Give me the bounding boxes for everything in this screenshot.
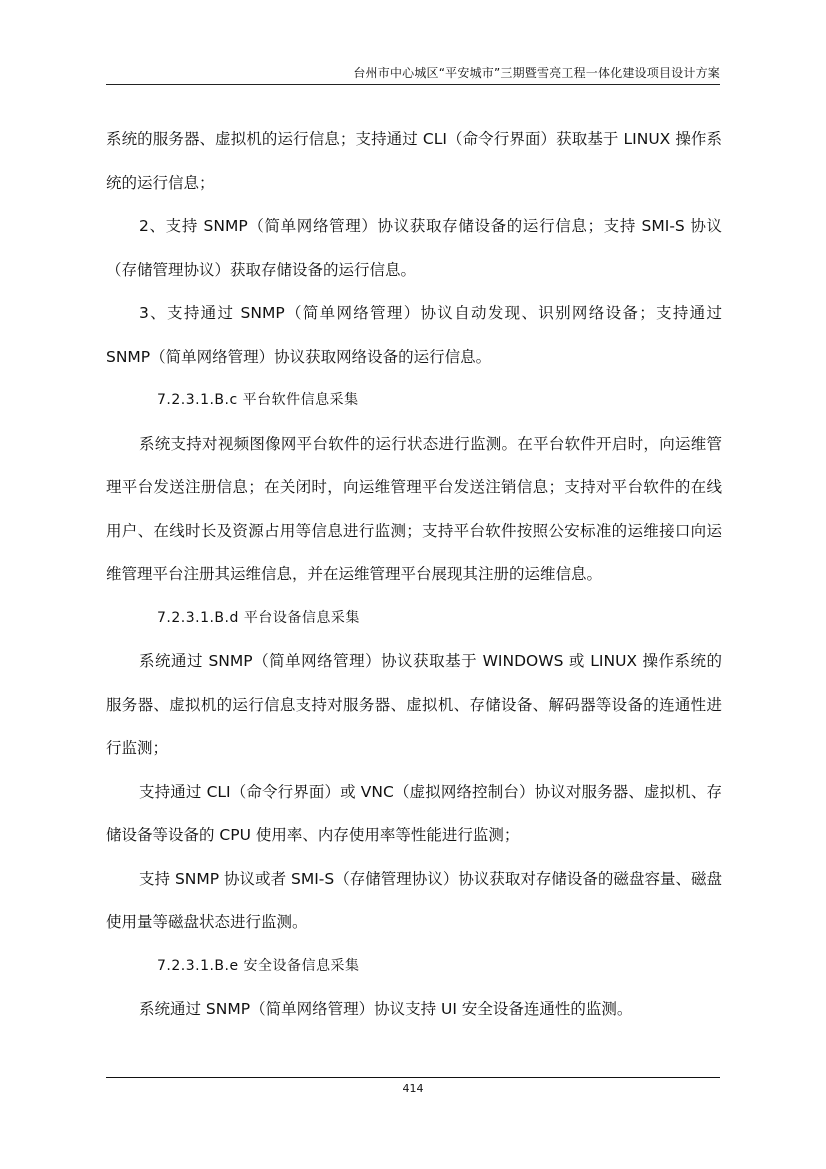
section-heading-d: 7.2.3.1.B.d 平台设备信息采集 bbox=[157, 609, 360, 626]
page-number: 414 bbox=[402, 1082, 424, 1095]
paragraph-3: 3、支持通过 SNMP（简单网络管理）协议自动发现、识别网络设备；支持通过 SNMP（简单网络管理）协议获取网络设备的运行信息。 bbox=[106, 304, 722, 366]
paragraph-8: 系统通过 SNMP（简单网络管理）协议支持 UI 安全设备连通性的监测。 bbox=[139, 1000, 633, 1018]
paragraph-2: 2、支持 SNMP（简单网络管理）协议获取存储设备的运行信息；支持 SMI-S 协议（存储管理协议）获取存储设备的运行信息。 bbox=[106, 217, 722, 279]
header-divider bbox=[106, 84, 720, 85]
section-heading-c: 7.2.3.1.B.c 平台软件信息采集 bbox=[157, 392, 359, 408]
page-header-title: 台州市中心城区“平安城市”三期暨雪亮工程一体化建设项目设计方案 bbox=[353, 66, 720, 80]
paragraph-1: 系统的服务器、虚拟机的运行信息；支持通过 CLI（命令行界面）获取基于 LINUX 操作系统的运行信息； bbox=[106, 130, 722, 192]
footer-divider bbox=[106, 1077, 720, 1078]
paragraph-7: 支持 SNMP 协议或者 SMI-S（存储管理协议）协议获取对存储设备的磁盘容量、磁盘使用量等磁盘状态进行监测。 bbox=[106, 869, 722, 931]
paragraph-4: 系统支持对视频图像网平台软件的运行状态进行监测。在平台软件开启时，向运维管理平台发送注册信息；在关闭时，向运维管理平台发送注销信息；支持对平台软件的在线用户、在线时长及资源占用等信息进行监测；支持平台软件按照公安标准的运维接口向运维管理平台注册其运维信息，并在运维管理平台展现其注册的运维信息。 bbox=[106, 434, 722, 583]
paragraph-5: 系统通过 SNMP（简单网络管理）协议获取基于 WINDOWS 或 LINUX 操作系统的服务器、虚拟机的运行信息支持对服务器、虚拟机、存储设备、解码器等设备的连通性进行监测； bbox=[106, 652, 722, 757]
section-heading-e: 7.2.3.1.B.e 安全设备信息采集 bbox=[157, 957, 360, 974]
document-body bbox=[106, 118, 722, 1032]
paragraph-6: 支持通过 CLI（命令行界面）或 VNC（虚拟网络控制台）协议对服务器、虚拟机、存储设备等设备的 CPU 使用率、内存使用率等性能进行监测； bbox=[106, 782, 722, 844]
